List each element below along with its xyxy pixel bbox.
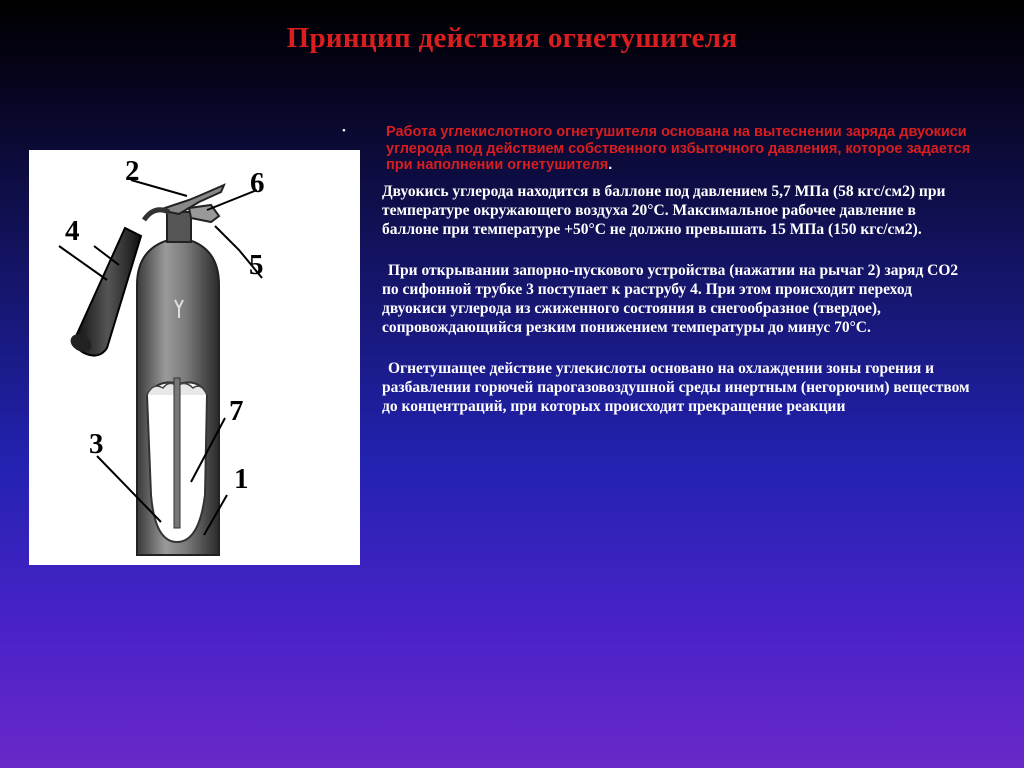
effect-paragraph: Огнетушащее действие углекислоты основано на охлаждении зоны горения и разбавлении горючей парогазовоздушной среды инертным (негорючим) веществом до концентраций, при которых происходит прекращение реакции [382, 359, 970, 415]
intro-period: . [608, 157, 613, 173]
operation-paragraph: При открывании запорно-пускового устройства (нажатии на рычаг 2) заряд СО2 по сифонной трубке 3 поступает к раструбу 4. При этом происходит переход двуокиси углерода из сжиженного состояния в снегообразное (твердое), сопровождающийся резким понижением температуры до минус 70°С. [382, 261, 959, 336]
bullet-marker: • [342, 125, 346, 137]
text-column [382, 124, 972, 416]
label-2: 2 [125, 155, 140, 187]
label-1: 1 [234, 463, 249, 495]
cylinder [137, 238, 219, 555]
extinguisher-illustration [29, 150, 360, 565]
intro-paragraph [382, 124, 972, 174]
label-5: 5 [249, 249, 264, 281]
pressure-paragraph: Двуокись углерода находится в баллоне под давлением 5,7 МПа (58 кгс/см2) при температуре окружающего воздуха 20°С. Максимальное рабочее давление в баллоне при температуре +50°С не должно превышать 15 МПа (150 кгс/см2). [382, 182, 946, 238]
label-7: 7 [229, 395, 244, 427]
label-4: 4 [65, 215, 80, 247]
label-6: 6 [250, 167, 265, 199]
intro-text: Работа углекислотного огнетушителя основана на вытеснении заряда двуокиси углерода под действием собственного избыточного давления, которое задается при наполнении огнетушителя [386, 124, 971, 173]
extinguisher-diagram [29, 150, 360, 565]
discharge-horn [68, 228, 141, 356]
label-3: 3 [89, 428, 104, 460]
slide-title: Принцип действия огнетушителя [286, 22, 738, 54]
valve-head [144, 185, 224, 242]
